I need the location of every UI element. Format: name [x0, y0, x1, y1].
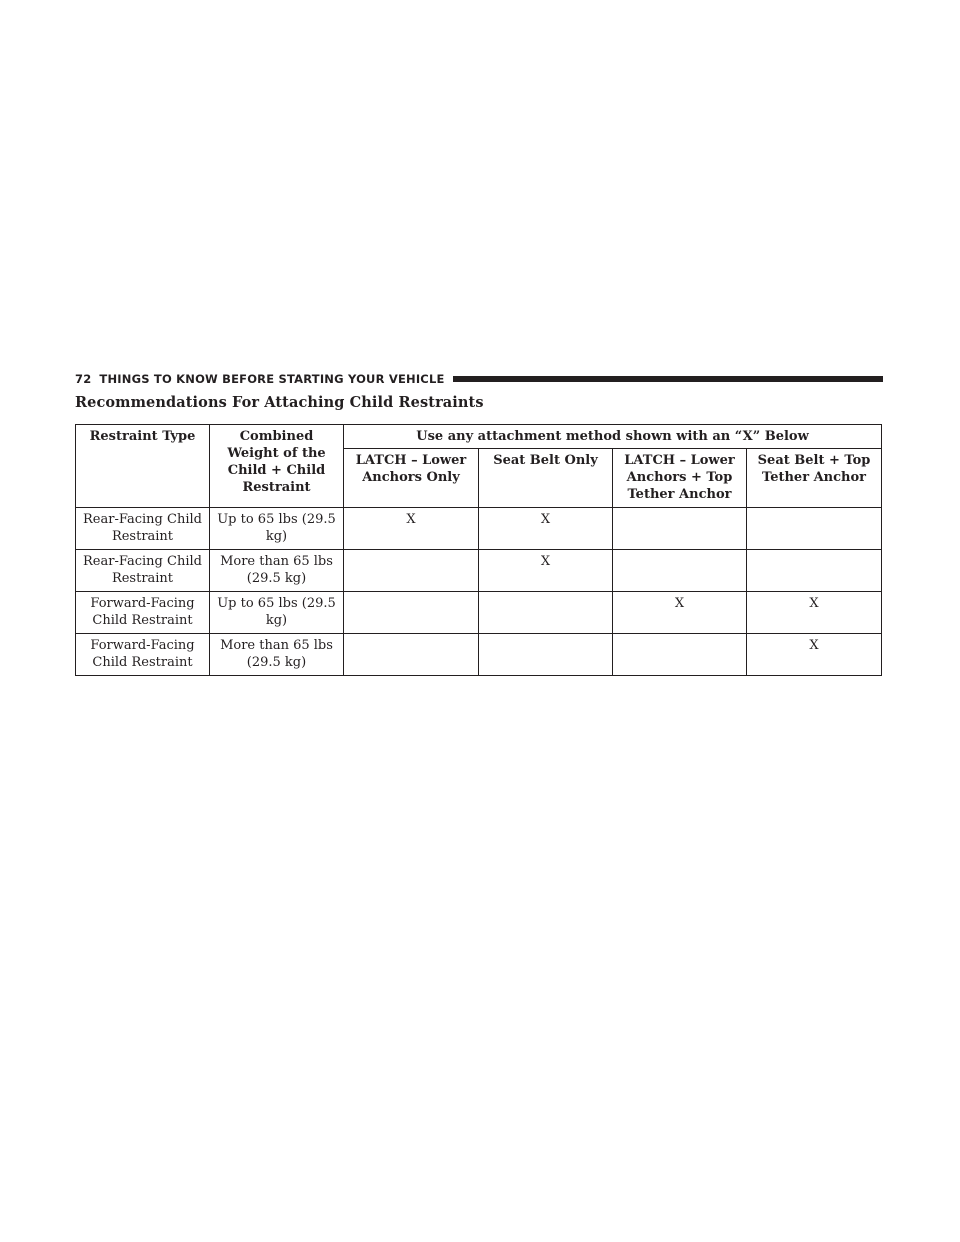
table-row	[76, 592, 882, 634]
weight-cell: More than 65 lbs (29.5 kg)	[210, 634, 344, 676]
mark-cell	[747, 550, 882, 592]
mark-cell	[613, 634, 747, 676]
mark-cell	[344, 550, 479, 592]
header-latch-lower-anchors: LATCH – Lower Anchors Only	[344, 449, 479, 508]
mark-cell	[613, 550, 747, 592]
mark-cell	[479, 634, 613, 676]
header-seat-belt-top-tether: Seat Belt + Top Tether Anchor	[747, 449, 882, 508]
mark-cell	[613, 508, 747, 550]
table-row	[76, 634, 882, 676]
section-title: Recommendations For Attaching Child Restraints	[75, 394, 484, 411]
restraint-type-cell: Forward-Facing Child Restraint	[76, 634, 210, 676]
restraint-type-cell: Forward-Facing Child Restraint	[76, 592, 210, 634]
table-row	[76, 550, 882, 592]
weight-cell: Up to 65 lbs (29.5 kg)	[210, 592, 344, 634]
table-row	[76, 508, 882, 550]
mark-cell: X	[747, 634, 882, 676]
page-number: 72	[75, 372, 92, 386]
mark-cell: X	[747, 592, 882, 634]
restraint-table	[75, 424, 882, 676]
restraint-type-cell: Rear-Facing Child Restraint	[76, 550, 210, 592]
header-latch-top-tether: LATCH – Lower Anchors + Top Tether Anchor	[613, 449, 747, 508]
mark-cell: X	[479, 508, 613, 550]
restraint-type-cell: Rear-Facing Child Restraint	[76, 508, 210, 550]
page-header	[75, 369, 883, 389]
header-attachment-methods: Use any attachment method shown with an “X” Below	[344, 425, 882, 449]
mark-cell: X	[613, 592, 747, 634]
page-header-title: THINGS TO KNOW BEFORE STARTING YOUR VEHICLE	[99, 372, 445, 386]
header-combined-weight: Combined Weight of the Child + Child Restraint	[210, 425, 344, 508]
header-seat-belt-only: Seat Belt Only	[479, 449, 613, 508]
weight-cell: Up to 65 lbs (29.5 kg)	[210, 508, 344, 550]
mark-cell	[344, 634, 479, 676]
mark-cell: X	[344, 508, 479, 550]
header-rule	[453, 376, 883, 382]
table-header-row	[76, 425, 882, 449]
mark-cell	[344, 592, 479, 634]
mark-cell	[479, 592, 613, 634]
mark-cell: X	[479, 550, 613, 592]
header-restraint-type: Restraint Type	[76, 425, 210, 508]
mark-cell	[747, 508, 882, 550]
weight-cell: More than 65 lbs (29.5 kg)	[210, 550, 344, 592]
